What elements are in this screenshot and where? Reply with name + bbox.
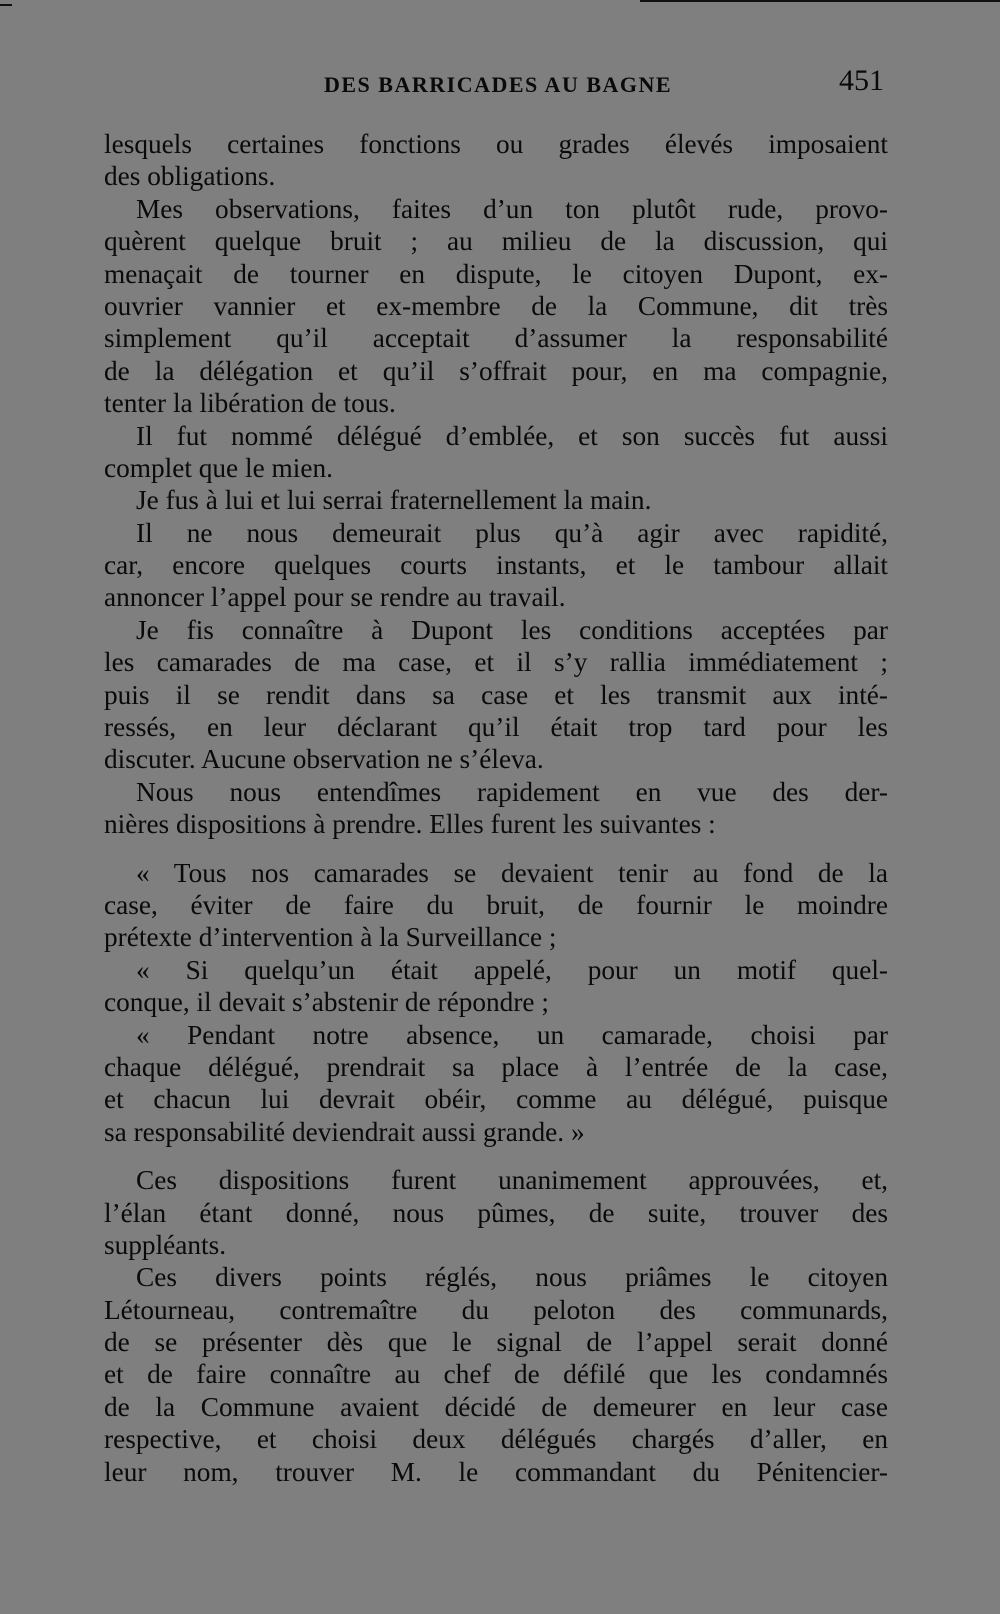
- text-line: case, éviter de faire du bruit, de fournir le moindre: [104, 889, 888, 920]
- text-line: conque, il devait s’abstenir de répondre ;: [104, 987, 549, 1018]
- top-rule-left: [0, 4, 12, 6]
- text-line: nières dispositions à prendre. Elles furent les suivantes :: [104, 809, 716, 840]
- text-line: de la Commune avaient décidé de demeurer en leur case: [104, 1391, 888, 1422]
- text-line: Il fut nommé délégué d’emblée, et son succès fut aussi: [136, 420, 888, 451]
- text-line: « Pendant notre absence, un camarade, choisi par: [136, 1019, 888, 1050]
- text-line: « Si quelqu’un était appelé, pour un motif quel-: [136, 954, 888, 985]
- text-line: Ces divers points réglés, nous priâmes le citoyen: [136, 1262, 888, 1293]
- text-line: puis il se rendit dans sa case et les transmit aux inté-: [104, 679, 888, 710]
- text-line: annoncer l’appel pour se rendre au travail.: [104, 582, 566, 613]
- text-line: car, encore quelques courts instants, et le tambour allait: [104, 550, 888, 581]
- text-line: Nous nous entendîmes rapidement en vue des der-: [136, 776, 888, 807]
- text-line: Ces dispositions furent unanimement approuvées, et,: [136, 1165, 888, 1196]
- text-line: ressés, en leur déclarant qu’il était trop tard pour les: [104, 712, 888, 743]
- text-line: Létourneau, contremaître du peloton des communards,: [104, 1294, 888, 1325]
- text-line: Il ne nous demeurait plus qu’à agir avec rapidité,: [136, 517, 888, 548]
- text-line: chaque délégué, prendrait sa place à l’entrée de la case,: [104, 1051, 888, 1082]
- running-title: DES BARRICADES AU BAGNE: [324, 72, 673, 97]
- text-line: complet que le mien.: [104, 452, 333, 483]
- text-line: Je fis connaître à Dupont les conditions acceptées par: [136, 614, 888, 645]
- top-rule-right: [640, 0, 1000, 2]
- paragraph-gap: [104, 1148, 888, 1164]
- text-line: et chacun lui devrait obéir, comme au délégué, puisque: [104, 1084, 888, 1115]
- text-line: quèrent quelque bruit ; au milieu de la discussion, qui: [104, 226, 888, 257]
- running-head: [104, 64, 884, 104]
- page-number: 451: [839, 64, 884, 97]
- text-line: simplement qu’il acceptait d’assumer la responsabilité: [104, 323, 888, 354]
- text-line: de la délégation et qu’il s’offrait pour, en ma compagnie,: [104, 355, 888, 386]
- text-line: « Tous nos camarades se devaient tenir au fond de la: [136, 857, 888, 888]
- text-line: leur nom, trouver M. le commandant du Pénitencier-: [104, 1456, 888, 1487]
- text-line: prétexte d’intervention à la Surveillance ;: [104, 922, 557, 953]
- text-line: lesquels certaines fonctions ou grades élevés imposaient: [104, 129, 888, 159]
- text-line: respective, et choisi deux délégués chargés d’aller, en: [104, 1424, 888, 1455]
- text-line: de se présenter dès que le signal de l’appel serait donné: [104, 1327, 888, 1358]
- text-line: suppléants.: [104, 1229, 227, 1260]
- body-text: [104, 128, 888, 1488]
- text-line: sa responsabilité deviendrait aussi grande. »: [104, 1116, 585, 1147]
- text-line: et de faire connaître au chef de défilé que les condamnés: [104, 1359, 888, 1390]
- text-line: l’élan étant donné, nous pûmes, de suite, trouver des: [104, 1197, 888, 1228]
- text-line: ouvrier vannier et ex-membre de la Commune, dit très: [104, 290, 888, 321]
- text-line: menaçait de tourner en dispute, le citoyen Dupont, ex-: [104, 258, 888, 289]
- text-line: des obligations.: [104, 161, 276, 192]
- text-line: tenter la libération de tous.: [104, 388, 396, 419]
- text-line: Mes observations, faites d’un ton plutôt rude, provo-: [136, 193, 888, 224]
- paragraph-gap: [104, 841, 888, 857]
- text-line: Je fus à lui et lui serrai fraternellement la main.: [136, 485, 652, 516]
- text-line: discuter. Aucune observation ne s’éleva.: [104, 744, 544, 775]
- text-line: les camarades de ma case, et il s’y rallia immédiatement ;: [104, 647, 888, 678]
